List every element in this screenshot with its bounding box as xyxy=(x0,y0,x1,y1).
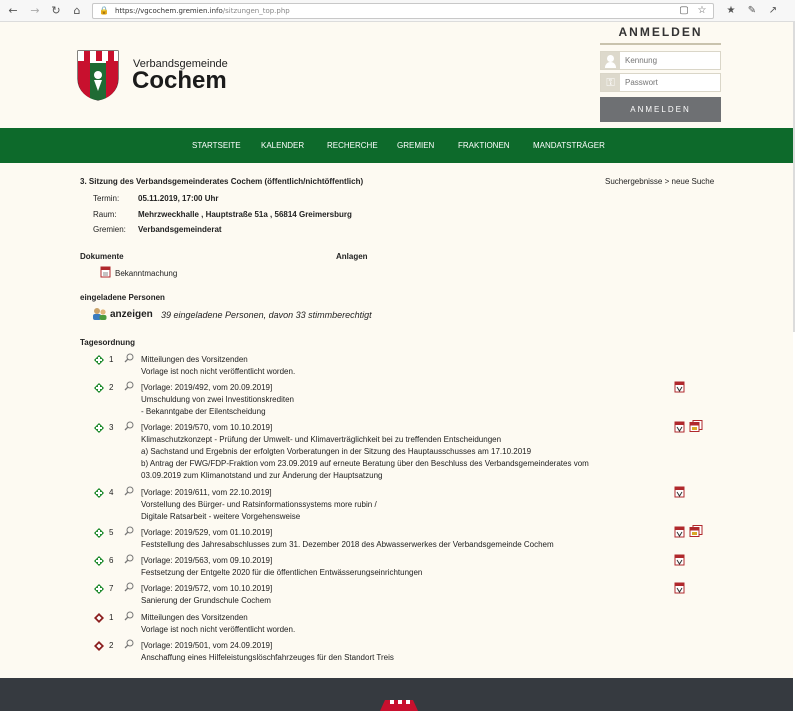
magnifier-icon[interactable] xyxy=(124,353,134,363)
agenda-item-vorlage[interactable]: [Vorlage: 2019/572, vom 10.10.2019] xyxy=(141,584,273,593)
url-host: https://vgcochem.gremien.info xyxy=(115,7,223,15)
agenda-item-title[interactable]: Mitteilungen des Vorsitzenden xyxy=(141,355,248,364)
agenda-number: 2 xyxy=(109,383,114,392)
password-input[interactable] xyxy=(625,76,717,89)
magnifier-icon[interactable] xyxy=(124,421,134,431)
agenda-item-vorlage[interactable]: [Vorlage: 2019/611, vom 22.10.2019] xyxy=(141,488,272,497)
lock-icon: 🔒 xyxy=(99,6,109,15)
attachments-heading: Anlagen xyxy=(336,252,368,261)
nav-item-recherche[interactable]: RECHERCHE xyxy=(327,141,378,150)
persons-group-icon xyxy=(92,307,108,321)
browser-toolbar xyxy=(0,0,795,22)
vorlage-document-icon[interactable] xyxy=(674,526,685,538)
forward-arrow-icon[interactable]: → xyxy=(30,4,40,17)
username-input[interactable] xyxy=(625,54,717,67)
gremien-label: Gremien: xyxy=(93,225,126,234)
vorlage-document-icon[interactable] xyxy=(674,582,685,594)
magnifier-icon[interactable] xyxy=(124,486,134,496)
agenda-item-line: a) Sachstand und Ergebnis der erfolgten Vorberatungen in der Sitzung des Hauptausschusses am 17.10.2019 xyxy=(141,447,532,456)
agenda-item-line: Vorlage ist noch nicht veröffentlicht worden. xyxy=(141,625,296,634)
agenda-number: 2 xyxy=(109,641,114,650)
logo-subtitle: Verbandsgemeinde xyxy=(133,58,228,70)
raum-value: Mehrzweckhalle , Hauptstraße 51a , 56814 Greimersburg xyxy=(138,210,352,219)
magnifier-icon[interactable] xyxy=(124,582,134,592)
agenda-number: 4 xyxy=(109,488,114,497)
attachment-documents-icon[interactable] xyxy=(689,525,703,537)
footer-logo-icon xyxy=(376,698,422,711)
login-button[interactable]: ANMELDEN xyxy=(600,97,721,122)
password-field[interactable] xyxy=(600,73,721,92)
url-path: /sitzungen_top.php xyxy=(222,7,290,15)
agenda-item-line: Digitale Ratsarbeit - weitere Vorgehensweise xyxy=(141,512,301,521)
document-icon[interactable] xyxy=(100,266,111,278)
login-heading: ANMELDEN xyxy=(600,25,721,45)
agenda-item-vorlage[interactable]: [Vorlage: 2019/570, vom 10.10.2019] xyxy=(141,423,273,432)
persons-heading: eingeladene Personen xyxy=(80,293,165,302)
magnifier-icon[interactable] xyxy=(124,526,134,536)
agenda-number: 5 xyxy=(109,528,114,537)
home-icon[interactable]: ⌂ xyxy=(73,4,81,17)
nav-item-kalender[interactable]: KALENDER xyxy=(261,141,305,150)
nonpublic-item-icon xyxy=(94,641,104,651)
favorite-star-icon[interactable]: ☆ xyxy=(697,5,707,16)
agenda-item-vorlage[interactable]: [Vorlage: 2019/492, vom 20.09.2019] xyxy=(141,383,273,392)
nav-item-gremien[interactable]: GREMIEN xyxy=(397,141,435,150)
public-item-icon xyxy=(94,556,104,566)
agenda-item-line: 03.09.2019 zum Klimanotstand und zur Änderung der Hauptsatzung xyxy=(141,471,383,480)
vorlage-document-icon[interactable] xyxy=(674,486,685,498)
agenda-item-line: Anschaffung eines Hilfeleistungslöschfahrzeuges für den Standort Treis xyxy=(141,653,394,662)
address-bar[interactable] xyxy=(92,3,714,19)
agenda-item-line: Sanierung der Grundschule Cochem xyxy=(141,596,271,605)
vorlage-document-icon[interactable] xyxy=(674,381,685,393)
magnifier-icon[interactable] xyxy=(124,611,134,621)
nav-item-fraktionen[interactable]: FRAKTIONEN xyxy=(458,141,510,150)
vorlage-document-icon[interactable] xyxy=(674,421,685,433)
public-item-icon xyxy=(94,488,104,498)
pen-icon[interactable]: ✎ xyxy=(747,5,757,16)
magnifier-icon[interactable] xyxy=(124,554,134,564)
agenda-item-line: Vorstellung des Bürger- und Ratsinformationssystems more rubin / xyxy=(141,500,377,509)
vorlage-document-icon[interactable] xyxy=(674,554,685,566)
document-link-bekanntmachung[interactable]: Bekanntmachung xyxy=(115,269,178,278)
favorites-list-icon[interactable]: ★ xyxy=(726,5,736,16)
nav-item-mandatstraeger[interactable]: MANDATSTRÄGER xyxy=(533,141,605,150)
search-breadcrumb[interactable]: Suchergebnisse > neue Suche xyxy=(605,177,715,186)
agenda-item-vorlage[interactable]: [Vorlage: 2019/529, vom 01.10.2019] xyxy=(141,528,273,537)
agenda-number: 3 xyxy=(109,423,114,432)
public-item-icon xyxy=(94,383,104,393)
agenda-number: 7 xyxy=(109,584,114,593)
meeting-title: 3. Sitzung des Verbandsgemeinderates Cochem (öffentlich/nichtöffentlich) xyxy=(80,177,364,186)
main-navigation xyxy=(0,128,793,163)
agenda-item-line: b) Antrag der FWG/FDP-Fraktion vom 23.09.2019 auf erneute Beratung über den Beschluss des Verbandsgemeinderates vom xyxy=(141,459,589,468)
agenda-item-line: Klimaschutzkonzept - Prüfung der Umwelt- und Klimaverträglichkeit bei zu treffenden Entscheidungen xyxy=(141,435,502,444)
persons-show-link[interactable]: anzeigen xyxy=(110,309,153,320)
agenda-number: 1 xyxy=(109,613,114,622)
public-item-icon xyxy=(94,423,104,433)
agenda-item-title[interactable]: Mitteilungen des Vorsitzenden xyxy=(141,613,248,622)
public-item-icon xyxy=(94,528,104,538)
logo-title: Cochem xyxy=(132,67,227,94)
agenda-item-line: Festsetzung der Entgelte 2020 für die öffentlichen Entwässerungseinrichtungen xyxy=(141,568,423,577)
user-icon xyxy=(601,52,620,69)
reload-icon[interactable]: ↻ xyxy=(51,4,61,17)
agenda-item-line: Vorlage ist noch nicht veröffentlicht worden. xyxy=(141,367,296,376)
agenda-number: 1 xyxy=(109,355,114,364)
attachment-documents-icon[interactable] xyxy=(689,420,703,432)
agenda-item-line: Feststellung des Jahresabschlusses zum 31. Dezember 2018 des Abwasserwerkes der Verbandsgemeinde Cochem xyxy=(141,540,554,549)
agenda-number: 6 xyxy=(109,556,114,565)
persons-summary: 39 eingeladene Personen, davon 33 stimmberechtigt xyxy=(161,310,372,320)
share-icon[interactable]: ↗ xyxy=(768,5,778,16)
page xyxy=(0,22,793,711)
reader-view-icon[interactable]: ▢ xyxy=(679,5,689,16)
raum-label: Raum: xyxy=(93,210,117,219)
documents-heading: Dokumente xyxy=(80,252,124,261)
magnifier-icon[interactable] xyxy=(124,381,134,391)
agenda-item-line: - Bekanntgabe der Eilentscheidung xyxy=(141,407,266,416)
back-arrow-icon[interactable]: ← xyxy=(8,4,18,17)
coat-of-arms-icon xyxy=(76,49,120,101)
public-item-icon xyxy=(94,584,104,594)
nav-item-startseite[interactable]: STARTSEITE xyxy=(192,141,241,150)
key-icon: ⚿ xyxy=(601,74,620,91)
agenda-item-vorlage[interactable]: [Vorlage: 2019/501, vom 24.09.2019] xyxy=(141,641,273,650)
termin-label: Termin: xyxy=(93,194,120,203)
public-item-icon xyxy=(94,355,104,365)
username-field[interactable] xyxy=(600,51,721,70)
magnifier-icon[interactable] xyxy=(124,639,134,649)
agenda-heading: Tagesordnung xyxy=(80,338,135,347)
agenda-item-vorlage[interactable]: [Vorlage: 2019/563, vom 09.10.2019] xyxy=(141,556,273,565)
agenda-item-line: Umschuldung von zwei Investitionskrediten xyxy=(141,395,294,404)
nonpublic-item-icon xyxy=(94,613,104,623)
termin-value: 05.11.2019, 17:00 Uhr xyxy=(138,194,219,203)
gremien-value: Verbandsgemeinderat xyxy=(138,225,222,234)
